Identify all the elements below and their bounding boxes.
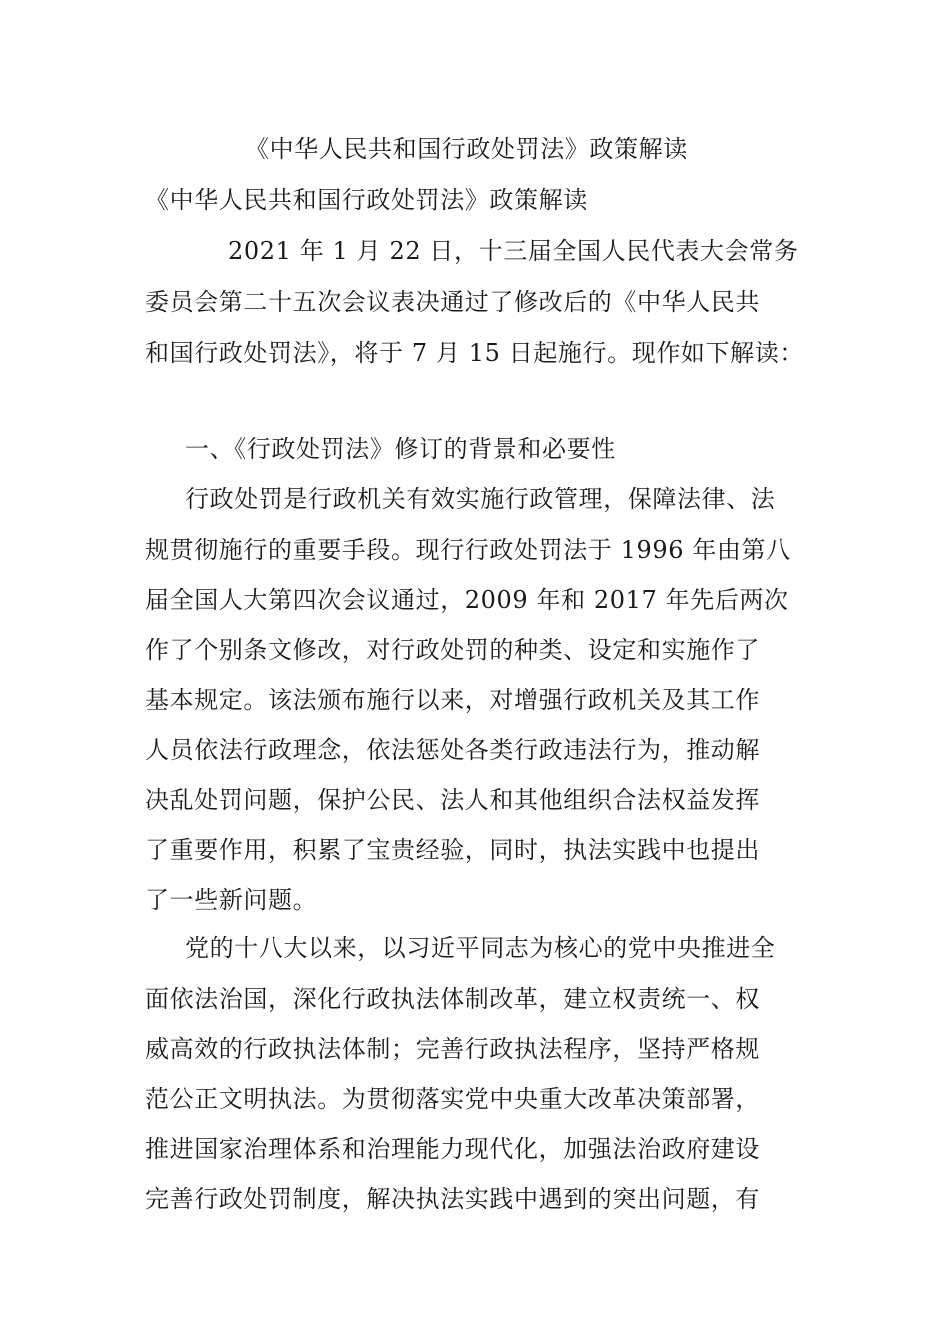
intro-line: 委员会第二十五次会议表决通过了修改后的《中华人民共 xyxy=(145,288,760,316)
paragraph-line: 人员依法行政理念，依法惩处各类行政违法行为，推动解 xyxy=(145,736,760,764)
paragraph-line: 行政处罚是行政机关有效实施行政管理，保障法律、法 xyxy=(185,485,776,513)
paragraph-line: 届全国人大第四次会议通过，2009 年和 2017 年先后两次 xyxy=(145,586,789,614)
paragraph-line: 基本规定。该法颁布施行以来，对增强行政机关及其工作 xyxy=(145,686,760,714)
paragraph-line: 面依法治国，深化行政执法体制改革，建立权责统一、权 xyxy=(145,985,760,1013)
paragraph-line: 威高效的行政执法体制；完善行政执法程序，坚持严格规 xyxy=(145,1035,760,1063)
section-heading: 一、《行政处罚法》修订的背景和必要性 xyxy=(185,435,616,463)
paragraph-line: 作了个别条文修改，对行政处罚的种类、设定和实施作了 xyxy=(145,636,760,664)
paragraph-line: 规贯彻施行的重要手段。现行行政处罚法于 1996 年由第八 xyxy=(145,536,791,564)
intro-line: 2021 年 1 月 22 日，十三届全国人民代表大会常务 xyxy=(228,237,799,265)
paragraph-line: 完善行政处罚制度，解决执法实践中遇到的突出问题，有 xyxy=(145,1185,760,1213)
paragraph-line: 了一些新问题。 xyxy=(145,886,318,914)
intro-line: 和国行政处罚法》，将于 7 月 15 日起施行。现作如下解读： xyxy=(145,339,804,367)
document-title: 《中华人民共和国行政处罚法》政策解读 xyxy=(245,135,688,163)
paragraph-line: 推进国家治理体系和治理能力现代化，加强法治政府建设 xyxy=(145,1135,760,1163)
paragraph-line: 范公正文明执法。为贯彻落实党中央重大改革决策部署， xyxy=(145,1085,760,1113)
paragraph-line: 党的十八大以来，以习近平同志为核心的党中央推进全 xyxy=(185,934,776,962)
paragraph-line: 了重要作用，积累了宝贵经验，同时，执法实践中也提出 xyxy=(145,836,760,864)
paragraph-line: 决乱处罚问题，保护公民、法人和其他组织合法权益发挥 xyxy=(145,786,760,814)
document-subtitle: 《中华人民共和国行政处罚法》政策解读 xyxy=(145,186,588,214)
